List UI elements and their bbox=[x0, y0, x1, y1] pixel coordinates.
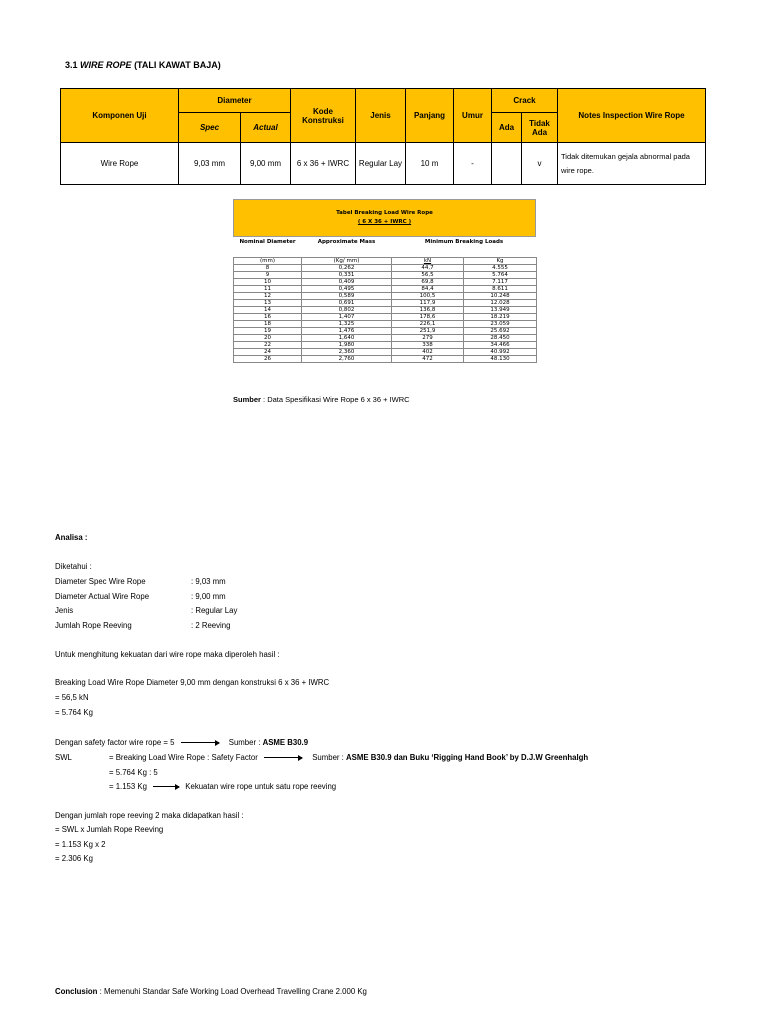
header-jenis: Jenis bbox=[356, 89, 406, 143]
cell-mass: 0,409 bbox=[302, 279, 392, 286]
cell-diameter: 11 bbox=[234, 286, 302, 293]
cell-kg: 28.450 bbox=[464, 335, 537, 342]
cell-kg: 12.028 bbox=[464, 300, 537, 307]
cell-mass: 0,589 bbox=[302, 293, 392, 300]
cell-diameter: 14 bbox=[234, 307, 302, 314]
table-row bbox=[234, 335, 537, 342]
section-number: 3.1 bbox=[65, 60, 78, 70]
cell-kn: 44,7 bbox=[392, 265, 464, 272]
header-diameter: Diameter bbox=[179, 89, 291, 113]
cell-umur: - bbox=[454, 143, 492, 185]
cell-mass: 0,495 bbox=[302, 286, 392, 293]
cell-kg: 8.611 bbox=[464, 286, 537, 293]
cell-diameter: 24 bbox=[234, 349, 302, 356]
item-value: : 2 Reeving bbox=[191, 621, 231, 630]
swl-result: = 1.153 Kg bbox=[109, 782, 147, 791]
item-label: Jumlah Rope Reeving bbox=[55, 621, 132, 630]
item-value: : 9,03 mm bbox=[191, 577, 226, 586]
swl-line3 bbox=[109, 782, 336, 791]
cell-diameter: 18 bbox=[234, 321, 302, 328]
cell-kg: 25.692 bbox=[464, 328, 537, 335]
cell-diameter: 26 bbox=[234, 356, 302, 363]
cell-ada bbox=[492, 143, 522, 185]
section-title-italic: WIRE ROPE bbox=[80, 60, 132, 70]
swl-note: Kekuatan wire rope untuk satu rope reeving bbox=[185, 782, 337, 791]
cell-kg: 4.555 bbox=[464, 265, 537, 272]
cell-diameter: 16 bbox=[234, 314, 302, 321]
breaking-load-line1: Breaking Load Wire Rope Diameter 9,00 mm dengan konstruksi 6 x 36 + IWRC bbox=[55, 678, 330, 687]
cell-kn: 136,8 bbox=[392, 307, 464, 314]
cell-diameter: 22 bbox=[234, 342, 302, 349]
reeving-line1: = SWL x Jumlah Rope Reeving bbox=[55, 825, 164, 834]
cell-kg: 10.248 bbox=[464, 293, 537, 300]
cell-kg: 18.219 bbox=[464, 314, 537, 321]
cell-kg: 23.059 bbox=[464, 321, 537, 328]
cell-kn: 279 bbox=[392, 335, 464, 342]
arrow-right-icon bbox=[153, 786, 179, 787]
cell-diameter: 13 bbox=[234, 300, 302, 307]
cell-komponen: Wire Rope bbox=[61, 143, 179, 185]
source-text: : Data Spesifikasi Wire Rope 6 x 36 + IWRC bbox=[263, 395, 410, 404]
unit-kg: Kg bbox=[464, 258, 537, 265]
conclusion-text: : Memenuhi Standar Safe Working Load Overhead Travelling Crane 2.000 Kg bbox=[99, 987, 367, 996]
safety-factor-text: Dengan safety factor wire rope = 5 bbox=[55, 738, 175, 747]
col-nominal: Nominal Diameter bbox=[239, 239, 296, 245]
cell-mass: 1,476 bbox=[302, 328, 392, 335]
cell-tidak-ada: v bbox=[522, 143, 558, 185]
cell-mass: 2,760 bbox=[302, 356, 392, 363]
cell-kn: 117,9 bbox=[392, 300, 464, 307]
cell-mass: 1,325 bbox=[302, 321, 392, 328]
table-row bbox=[234, 321, 537, 328]
cell-kn: 251,9 bbox=[392, 328, 464, 335]
cell-kn: 338 bbox=[392, 342, 464, 349]
cell-kn: 100,5 bbox=[392, 293, 464, 300]
breaking-load-title-line1: Tabel Breaking Load Wire Rope bbox=[336, 210, 433, 216]
header-panjang: Panjang bbox=[406, 89, 454, 143]
arrow-right-icon bbox=[264, 757, 302, 758]
cell-mass: 0,802 bbox=[302, 307, 392, 314]
breaking-load-source bbox=[233, 395, 410, 404]
cell-kn: 178,6 bbox=[392, 314, 464, 321]
swl-line1 bbox=[109, 753, 588, 762]
cell-kg: 13.949 bbox=[464, 307, 537, 314]
cell-mass: 1,407 bbox=[302, 314, 392, 321]
table-row bbox=[234, 349, 537, 356]
sf-source: ASME B30.9 bbox=[262, 738, 309, 747]
cell-actual: 9,00 mm bbox=[241, 143, 291, 185]
header-ada: Ada bbox=[492, 113, 522, 143]
source-label: Sumber bbox=[233, 395, 261, 404]
cell-kg: 7.117 bbox=[464, 279, 537, 286]
cell-kn: 56,5 bbox=[392, 272, 464, 279]
table-row bbox=[234, 314, 537, 321]
table-row bbox=[234, 328, 537, 335]
breaking-load-title bbox=[233, 199, 536, 237]
sf-source-label: Sumber : bbox=[228, 738, 261, 747]
header-kode: Kode Konstruksi bbox=[291, 89, 356, 143]
cell-kg: 48.130 bbox=[464, 356, 537, 363]
header-notes: Notes Inspection Wire Rope bbox=[558, 89, 706, 143]
header-komponen: Komponen Uji bbox=[61, 89, 179, 143]
cell-mass: 0,331 bbox=[302, 272, 392, 279]
reeving-intro: Dengan jumlah rope reeving 2 maka didapatkan hasil : bbox=[55, 811, 244, 820]
reeving-line3: = 2.306 Kg bbox=[55, 854, 93, 863]
cell-kn: 402 bbox=[392, 349, 464, 356]
item-label: Jenis bbox=[55, 606, 74, 615]
cell-diameter: 8 bbox=[234, 265, 302, 272]
cell-mass: 1,980 bbox=[302, 342, 392, 349]
cell-kn: 226,1 bbox=[392, 321, 464, 328]
swl-formula: = Breaking Load Wire Rope : Safety Factor bbox=[109, 753, 258, 762]
header-crack: Crack bbox=[492, 89, 558, 113]
cell-kg: 40.992 bbox=[464, 349, 537, 356]
cell-mass: 0,691 bbox=[302, 300, 392, 307]
col-mass: Approximate Mass bbox=[317, 239, 376, 245]
table-row bbox=[234, 300, 537, 307]
item-label: Diameter Actual Wire Rope bbox=[55, 592, 150, 601]
reeving-line2: = 1.153 Kg x 2 bbox=[55, 840, 106, 849]
swl-line2: = 5.764 Kg : 5 bbox=[109, 768, 158, 777]
cell-kg: 5.764 bbox=[464, 272, 537, 279]
diketahui-label: Diketahui : bbox=[55, 562, 92, 571]
cell-mass: 1,640 bbox=[302, 335, 392, 342]
safety-factor-line bbox=[55, 738, 308, 747]
cell-kn: 472 bbox=[392, 356, 464, 363]
cell-mass: 2,360 bbox=[302, 349, 392, 356]
section-title bbox=[65, 60, 221, 70]
cell-mass: 0,262 bbox=[302, 265, 392, 272]
breaking-load-table bbox=[233, 199, 536, 363]
table-row bbox=[234, 286, 537, 293]
swl-source-label: Sumber : bbox=[312, 753, 344, 762]
cell-kn: 69,8 bbox=[392, 279, 464, 286]
unit-mm: (mm) bbox=[234, 258, 302, 265]
header-spec: Spec bbox=[199, 123, 220, 132]
breaking-load-line3: = 5.764 Kg bbox=[55, 708, 93, 717]
table-row bbox=[234, 356, 537, 363]
cell-kode: 6 x 36 + IWRC bbox=[291, 143, 356, 185]
swl-label: SWL bbox=[55, 753, 72, 762]
header-tidak-ada: Tidak Ada bbox=[522, 113, 558, 143]
item-value: : Regular Lay bbox=[191, 606, 238, 615]
arrow-right-icon bbox=[181, 742, 219, 743]
cell-diameter: 20 bbox=[234, 335, 302, 342]
table-row bbox=[234, 307, 537, 314]
cell-kn: 84,4 bbox=[392, 286, 464, 293]
cell-spec: 9,03 mm bbox=[179, 143, 241, 185]
table-row bbox=[234, 279, 537, 286]
header-actual: Actual bbox=[253, 123, 278, 132]
cell-jenis: Regular Lay bbox=[356, 143, 406, 185]
analisa-heading: Analisa : bbox=[55, 533, 88, 542]
table-row bbox=[234, 272, 537, 279]
conclusion-label: Conclusion bbox=[55, 987, 98, 996]
col-min: Minimum Breaking Loads bbox=[424, 239, 504, 245]
header-umur: Umur bbox=[454, 89, 492, 143]
unit-kn: kN bbox=[392, 258, 464, 265]
item-value: : 9,00 mm bbox=[191, 592, 226, 601]
item-label: Diameter Spec Wire Rope bbox=[55, 577, 146, 586]
analisa-intro: Untuk menghitung kekuatan dari wire rope maka diperoleh hasil : bbox=[55, 650, 280, 659]
inspection-table bbox=[60, 88, 706, 185]
cell-diameter: 19 bbox=[234, 328, 302, 335]
section-title-rest: (TALI KAWAT BAJA) bbox=[134, 60, 221, 70]
conclusion bbox=[55, 987, 367, 996]
table-row bbox=[234, 293, 537, 300]
cell-diameter: 10 bbox=[234, 279, 302, 286]
cell-diameter: 12 bbox=[234, 293, 302, 300]
breaking-load-title-line2: ( 6 X 36 + IWRC ) bbox=[357, 219, 412, 225]
swl-source: ASME B30.9 dan Buku ‘Rigging Hand Book’ by D.J.W Greenhalgh bbox=[346, 753, 589, 762]
unit-mass: (Kg/ mm) bbox=[302, 258, 392, 265]
cell-notes: Tidak ditemukan gejala abnormal pada wire rope. bbox=[558, 143, 706, 185]
cell-panjang: 10 m bbox=[406, 143, 454, 185]
table-row bbox=[61, 143, 706, 185]
table-row bbox=[234, 342, 537, 349]
table-row bbox=[234, 265, 537, 272]
breaking-load-line2: = 56,5 kN bbox=[55, 693, 89, 702]
cell-diameter: 9 bbox=[234, 272, 302, 279]
cell-kg: 34.466 bbox=[464, 342, 537, 349]
